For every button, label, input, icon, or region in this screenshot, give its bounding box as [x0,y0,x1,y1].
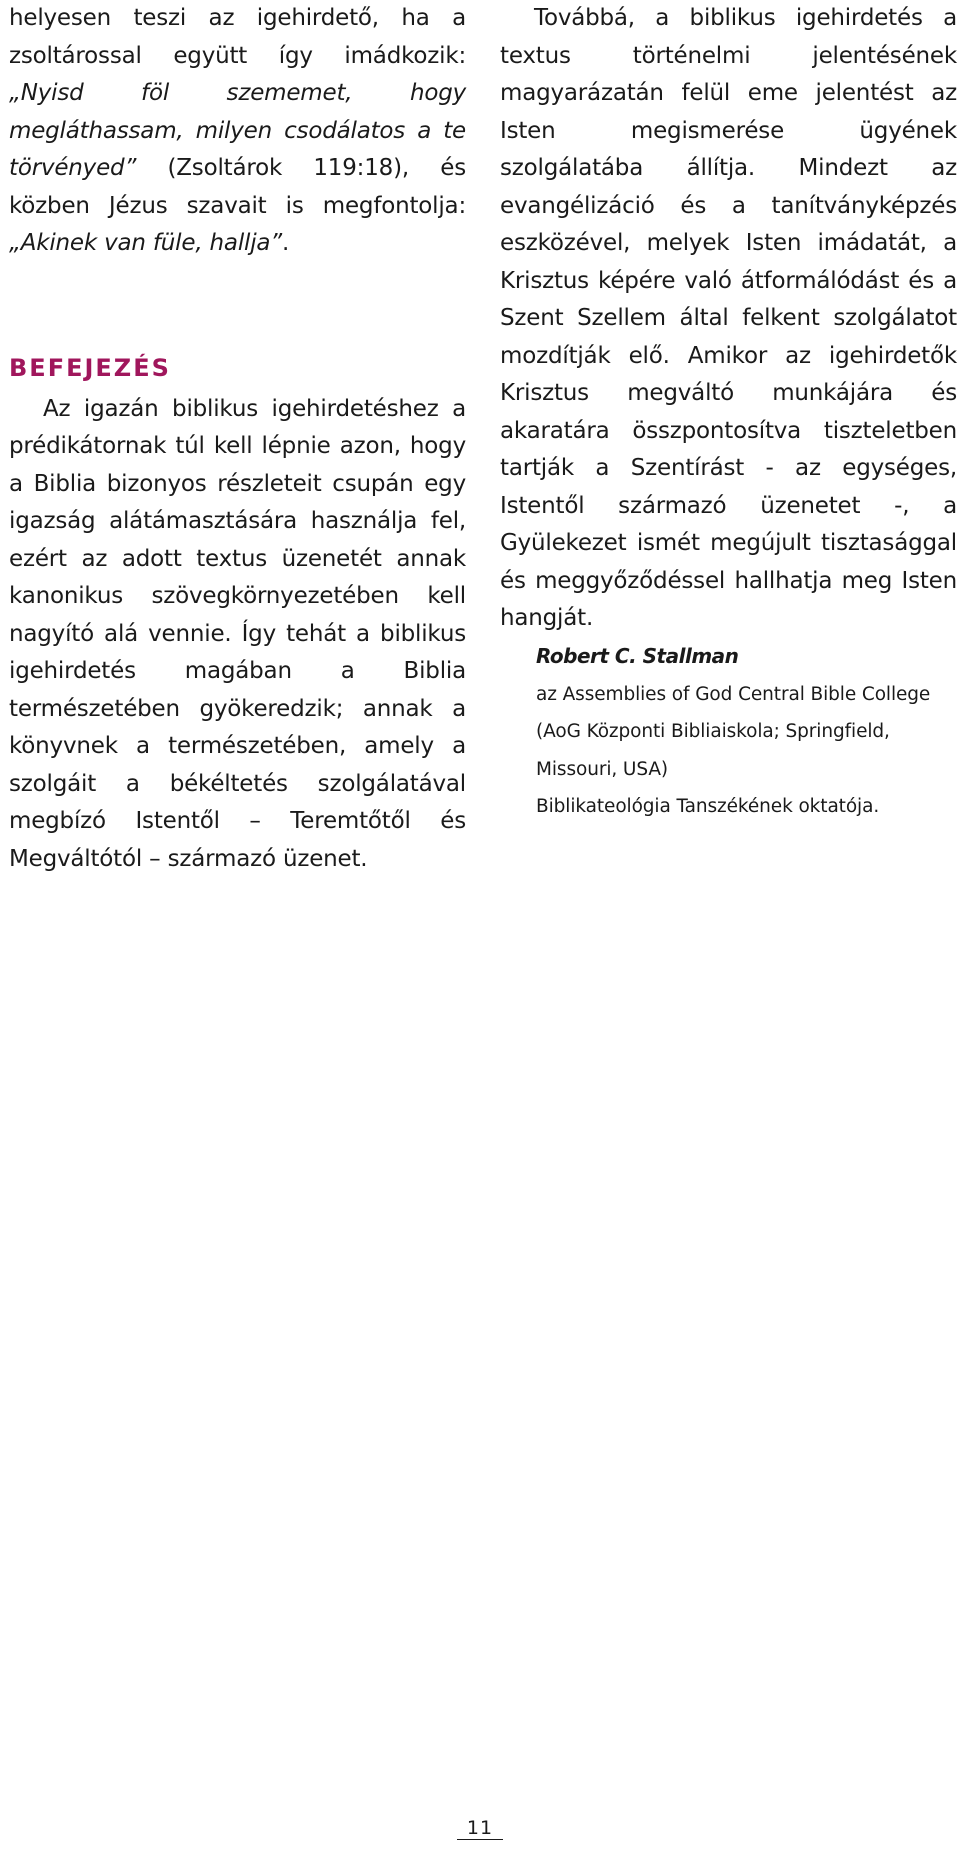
intro-paragraph [9,0,466,263]
author-affiliation-line-1: az Assemblies of God Central Bible College [536,683,931,705]
author-affiliation-line-3: Missouri, USA) [536,758,669,780]
intro-text-2: (Zsoltárok 119:18), és közben Jézus szavait is megfontolja: [9,155,466,219]
author-affiliation-line-2: (AoG Központi Bibliaiskola; Springfield, [536,721,890,742]
right-column [500,0,957,638]
conclusion-paragraph: Az igazán biblikus igehirdetéshez a prédikátornak túl kell lépnie azon, hogy a Biblia bizonyos részleteit csupán egy igazság alátámasztására használja fel, ezért az adott textus üzenetét annak kanonikus szövegkörnyezetében kell nagyító alá vennie. Így tehát a biblikus igehirdetés magában a Biblia természetében gyökeredzik; annak a könyvnek a természetében, amely a szolgáit a békéltetés szolgálatával megbízó Istentől – Teremtőtől és Megváltótól – származó üzenet. [9,395,466,872]
author-block [536,638,956,826]
page-number [0,1817,960,1840]
intro-text-1: helyesen teszi az igehirdető, ha a zsoltárossal együtt így imádkozik: [9,5,466,69]
right-paragraph: Továbbá, a biblikus igehirdetés a textus történelmi jelentésének magyarázatán felül eme jelentést az Isten megismerése ügyének szolgálatába állítja. Mindezt az evangélizáció és a tanítványképzés eszközével, melyek Isten imádatát, a Krisztus képére való átformálódást és a Szent Szellem által felkent szolgálatot mozdítják elő. Amikor az igehirdetők Krisztus megváltó munkájára és akaratára összpontosítva tiszteletben tartják a Szentírást - az egységes, Istentől származó üzenetet -, a Gyülekezet ismét megújult tisztasággal és meggyőződéssel hallhatja meg Isten hangját. [500,5,957,631]
jesus-quote: „Akinek van füle, hallja” [9,230,282,256]
author-affiliation-line-4: Biblikateológia Tanszékének oktatója. [536,796,880,817]
section-heading: BEFEJEZÉS [9,353,171,382]
intro-text-3: . [282,230,290,256]
page-number-label: 11 [457,1817,503,1840]
psalm-quote: „Nyisd föl szememet, hogy megláthassam, milyen csodálatos a te törvényed” [9,80,466,181]
author-name: Robert C. Stallman [536,644,739,668]
left-column [9,0,466,878]
